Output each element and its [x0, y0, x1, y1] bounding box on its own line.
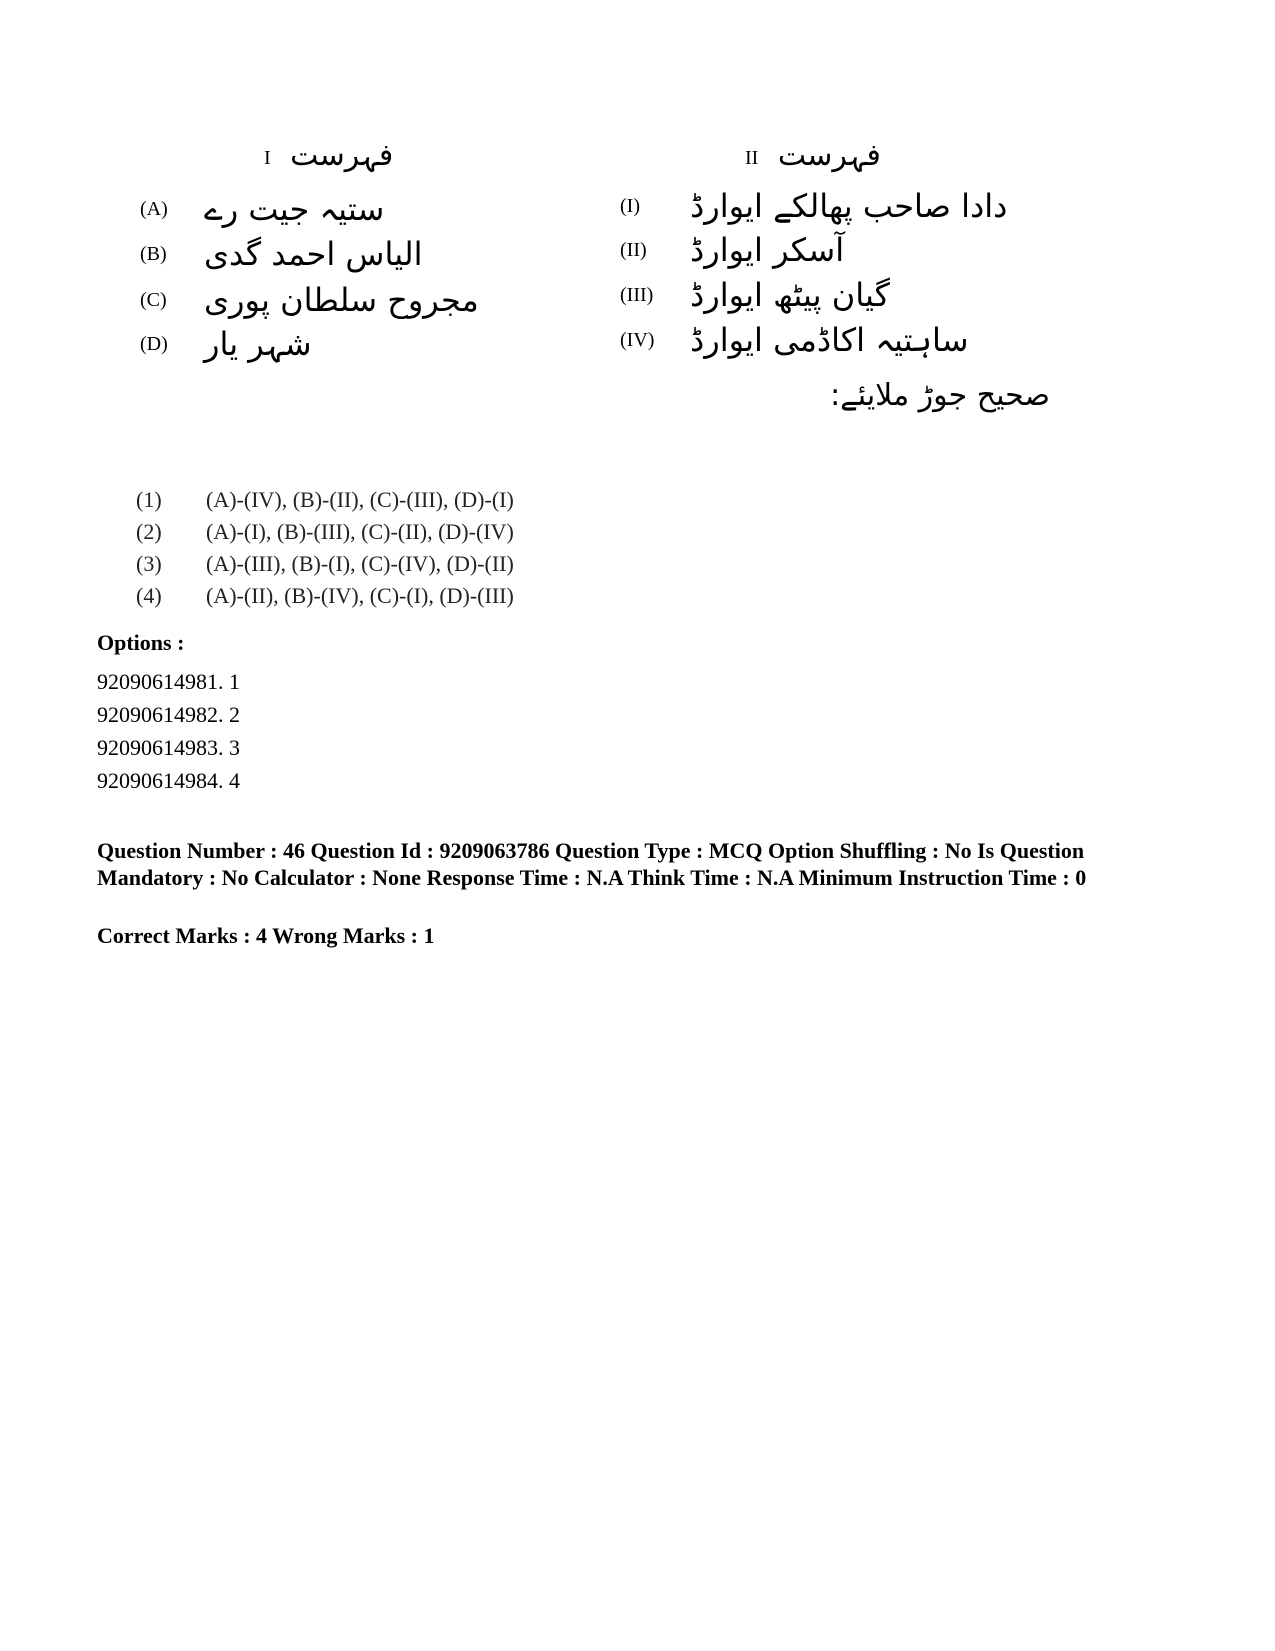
marks-info: Correct Marks : 4 Wrong Marks : 1: [97, 923, 435, 948]
option-line: 92090614982. 2: [97, 702, 240, 727]
list1-item: [140, 320, 312, 364]
list1-item: [140, 230, 423, 274]
list1-item-text: الیاس احمد گدی: [204, 234, 423, 273]
answer-choice-number: (4): [136, 583, 162, 608]
list2-item-text: ساہتیہ اکاڈمی ایوارڈ: [690, 320, 969, 359]
list2-title: فہرست: [777, 138, 881, 173]
answer-choice-text: (A)-(III), (B)-(I), (C)-(IV), (D)-(II): [206, 551, 514, 576]
list1-item-text: مجروح سلطان پوری: [204, 280, 479, 319]
list2-item-text: گیان پیٹھ ایوارڈ: [690, 275, 890, 314]
option-line: 92090614984. 4: [97, 768, 240, 793]
list2-item-label: (III): [620, 283, 654, 306]
match-instruction: صحیح جوڑ ملایئے:: [830, 378, 1050, 413]
list2-item-label: (II): [620, 238, 647, 261]
question-meta: Question Number : 46 Question Id : 9209063786 Question Type : MCQ Option Shuffling : No Is Question Mandatory : No Calculator : None Response Time : N.A Think Time : N.A Minimum Instruction Time : 0: [97, 838, 1087, 890]
list2-header: [733, 138, 881, 173]
list2-item: [620, 316, 969, 360]
answer-choice-number: (3): [136, 551, 162, 576]
list1-item: [140, 276, 479, 320]
list2-item-text: آسکر ایوارڈ: [690, 230, 845, 269]
list2-item-text: دادا صاحب پھالکے ایوارڈ: [690, 186, 1008, 225]
list2-item: [620, 271, 890, 315]
answer-choice: [136, 516, 514, 548]
list1-title: فہرست: [290, 138, 394, 173]
list2-item-label: (IV): [620, 328, 655, 351]
answer-choice-text: (A)-(I), (B)-(III), (C)-(II), (D)-(IV): [206, 519, 514, 544]
list1-item-text: ستیہ جیت رے: [204, 189, 385, 228]
answer-choice-text: (A)-(II), (B)-(IV), (C)-(I), (D)-(III): [206, 583, 514, 608]
list1-item-label: (D): [140, 332, 168, 355]
list1-item-label: (B): [140, 242, 167, 265]
answer-choice-number: (2): [136, 519, 162, 544]
answer-choice: [136, 580, 514, 612]
list2-item: [620, 182, 1007, 226]
answer-choice-number: (1): [136, 487, 162, 512]
list1-numeral: I: [264, 146, 271, 169]
options-title: Options :: [97, 630, 185, 655]
list2-item-label: (I): [620, 194, 640, 217]
list1-item-label: (C): [140, 288, 167, 311]
option-line: 92090614983. 3: [97, 735, 240, 760]
list1-item-label: (A): [140, 197, 168, 220]
list1-item: [140, 185, 384, 229]
answer-choice: [136, 484, 514, 516]
list2-item: [620, 226, 844, 270]
answer-choice: [136, 548, 514, 580]
option-line: 92090614981. 1: [97, 669, 240, 694]
list1-header: [252, 138, 393, 173]
answer-choice-text: (A)-(IV), (B)-(II), (C)-(III), (D)-(I): [206, 487, 514, 512]
list2-numeral: II: [745, 146, 759, 169]
list1-item-text: شہر یار: [204, 324, 312, 363]
